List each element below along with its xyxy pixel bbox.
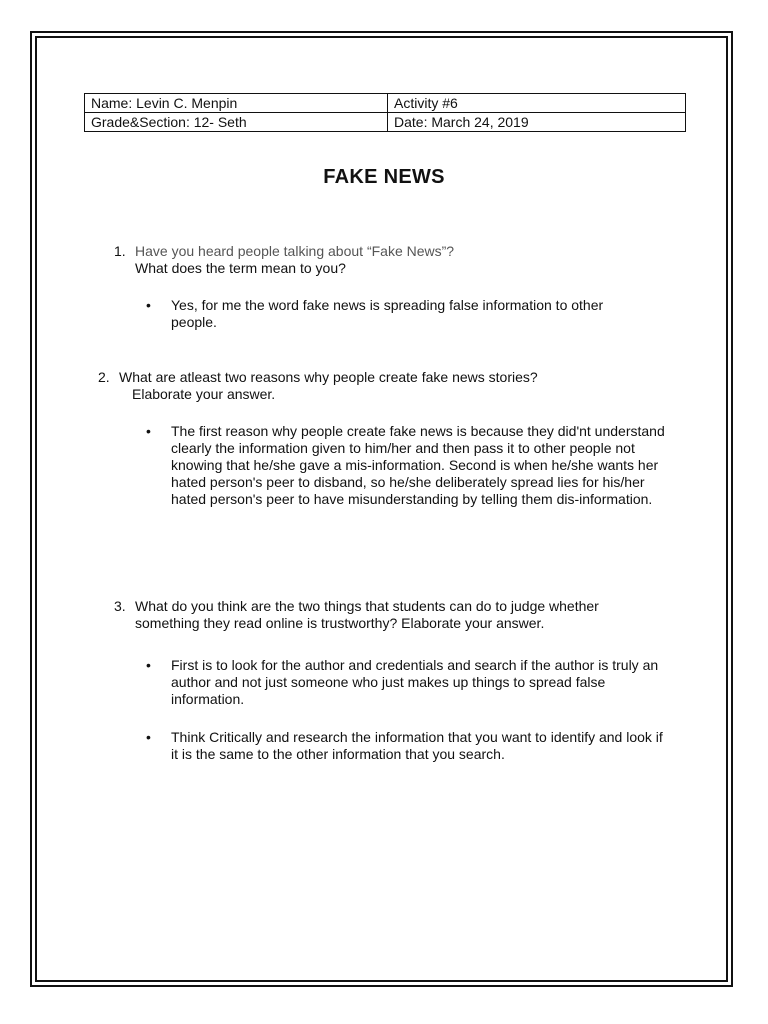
- page-title: FAKE NEWS: [323, 166, 445, 188]
- question-3: [114, 598, 694, 632]
- question-text-line1: Have you heard people talking about “Fake News”?: [135, 243, 455, 259]
- student-name: Name: Levin C. Menpin: [85, 94, 388, 113]
- question-1: [114, 243, 674, 277]
- info-row: [85, 94, 686, 113]
- bullet-icon: •: [146, 657, 151, 673]
- answer-text: The first reason why people create fake news is because they did'nt understand clearly the information given to him/her and then pass it to other people not knowing that he/she gave a mis-information. Second is when he/she wants her hated person's peer to disband, so he/she deliberately spread lies for his/her hated person's peer to have misunderstanding by telling them dis-information.: [171, 423, 665, 507]
- bullet-icon: •: [146, 297, 151, 313]
- question-text-line1: What are atleast two reasons why people create fake news stories?: [119, 369, 538, 385]
- answer-text: Yes, for me the word fake news is spreading false information to other people.: [171, 297, 604, 330]
- question-text-line1: What do you think are the two things that students can do to judge whether: [135, 598, 599, 614]
- question-number: 1.: [114, 243, 126, 259]
- answer-text: Think Critically and research the information that you want to identify and look if it is the same to the other information that you search.: [171, 729, 663, 762]
- info-row: [85, 113, 686, 132]
- answer-text: First is to look for the author and credentials and search if the author is truly an author and not just someone who just makes up things to spread false information.: [171, 657, 659, 707]
- question-text-line2: What does the term mean to you?: [135, 260, 346, 276]
- question-text-line2: Elaborate your answer.: [132, 386, 276, 402]
- question-text-line2: something they read online is trustworthy? Elaborate your answer.: [135, 615, 545, 631]
- question-number: 2.: [98, 369, 110, 385]
- student-info-table: [84, 93, 686, 132]
- question-number: 3.: [114, 598, 126, 614]
- bullet-icon: •: [146, 423, 151, 439]
- activity-date: Date: March 24, 2019: [388, 113, 686, 132]
- question-2: [98, 369, 678, 403]
- grade-section: Grade&Section: 12- Seth: [85, 113, 388, 132]
- activity-number: Activity #6: [388, 94, 686, 113]
- bullet-icon: •: [146, 729, 151, 745]
